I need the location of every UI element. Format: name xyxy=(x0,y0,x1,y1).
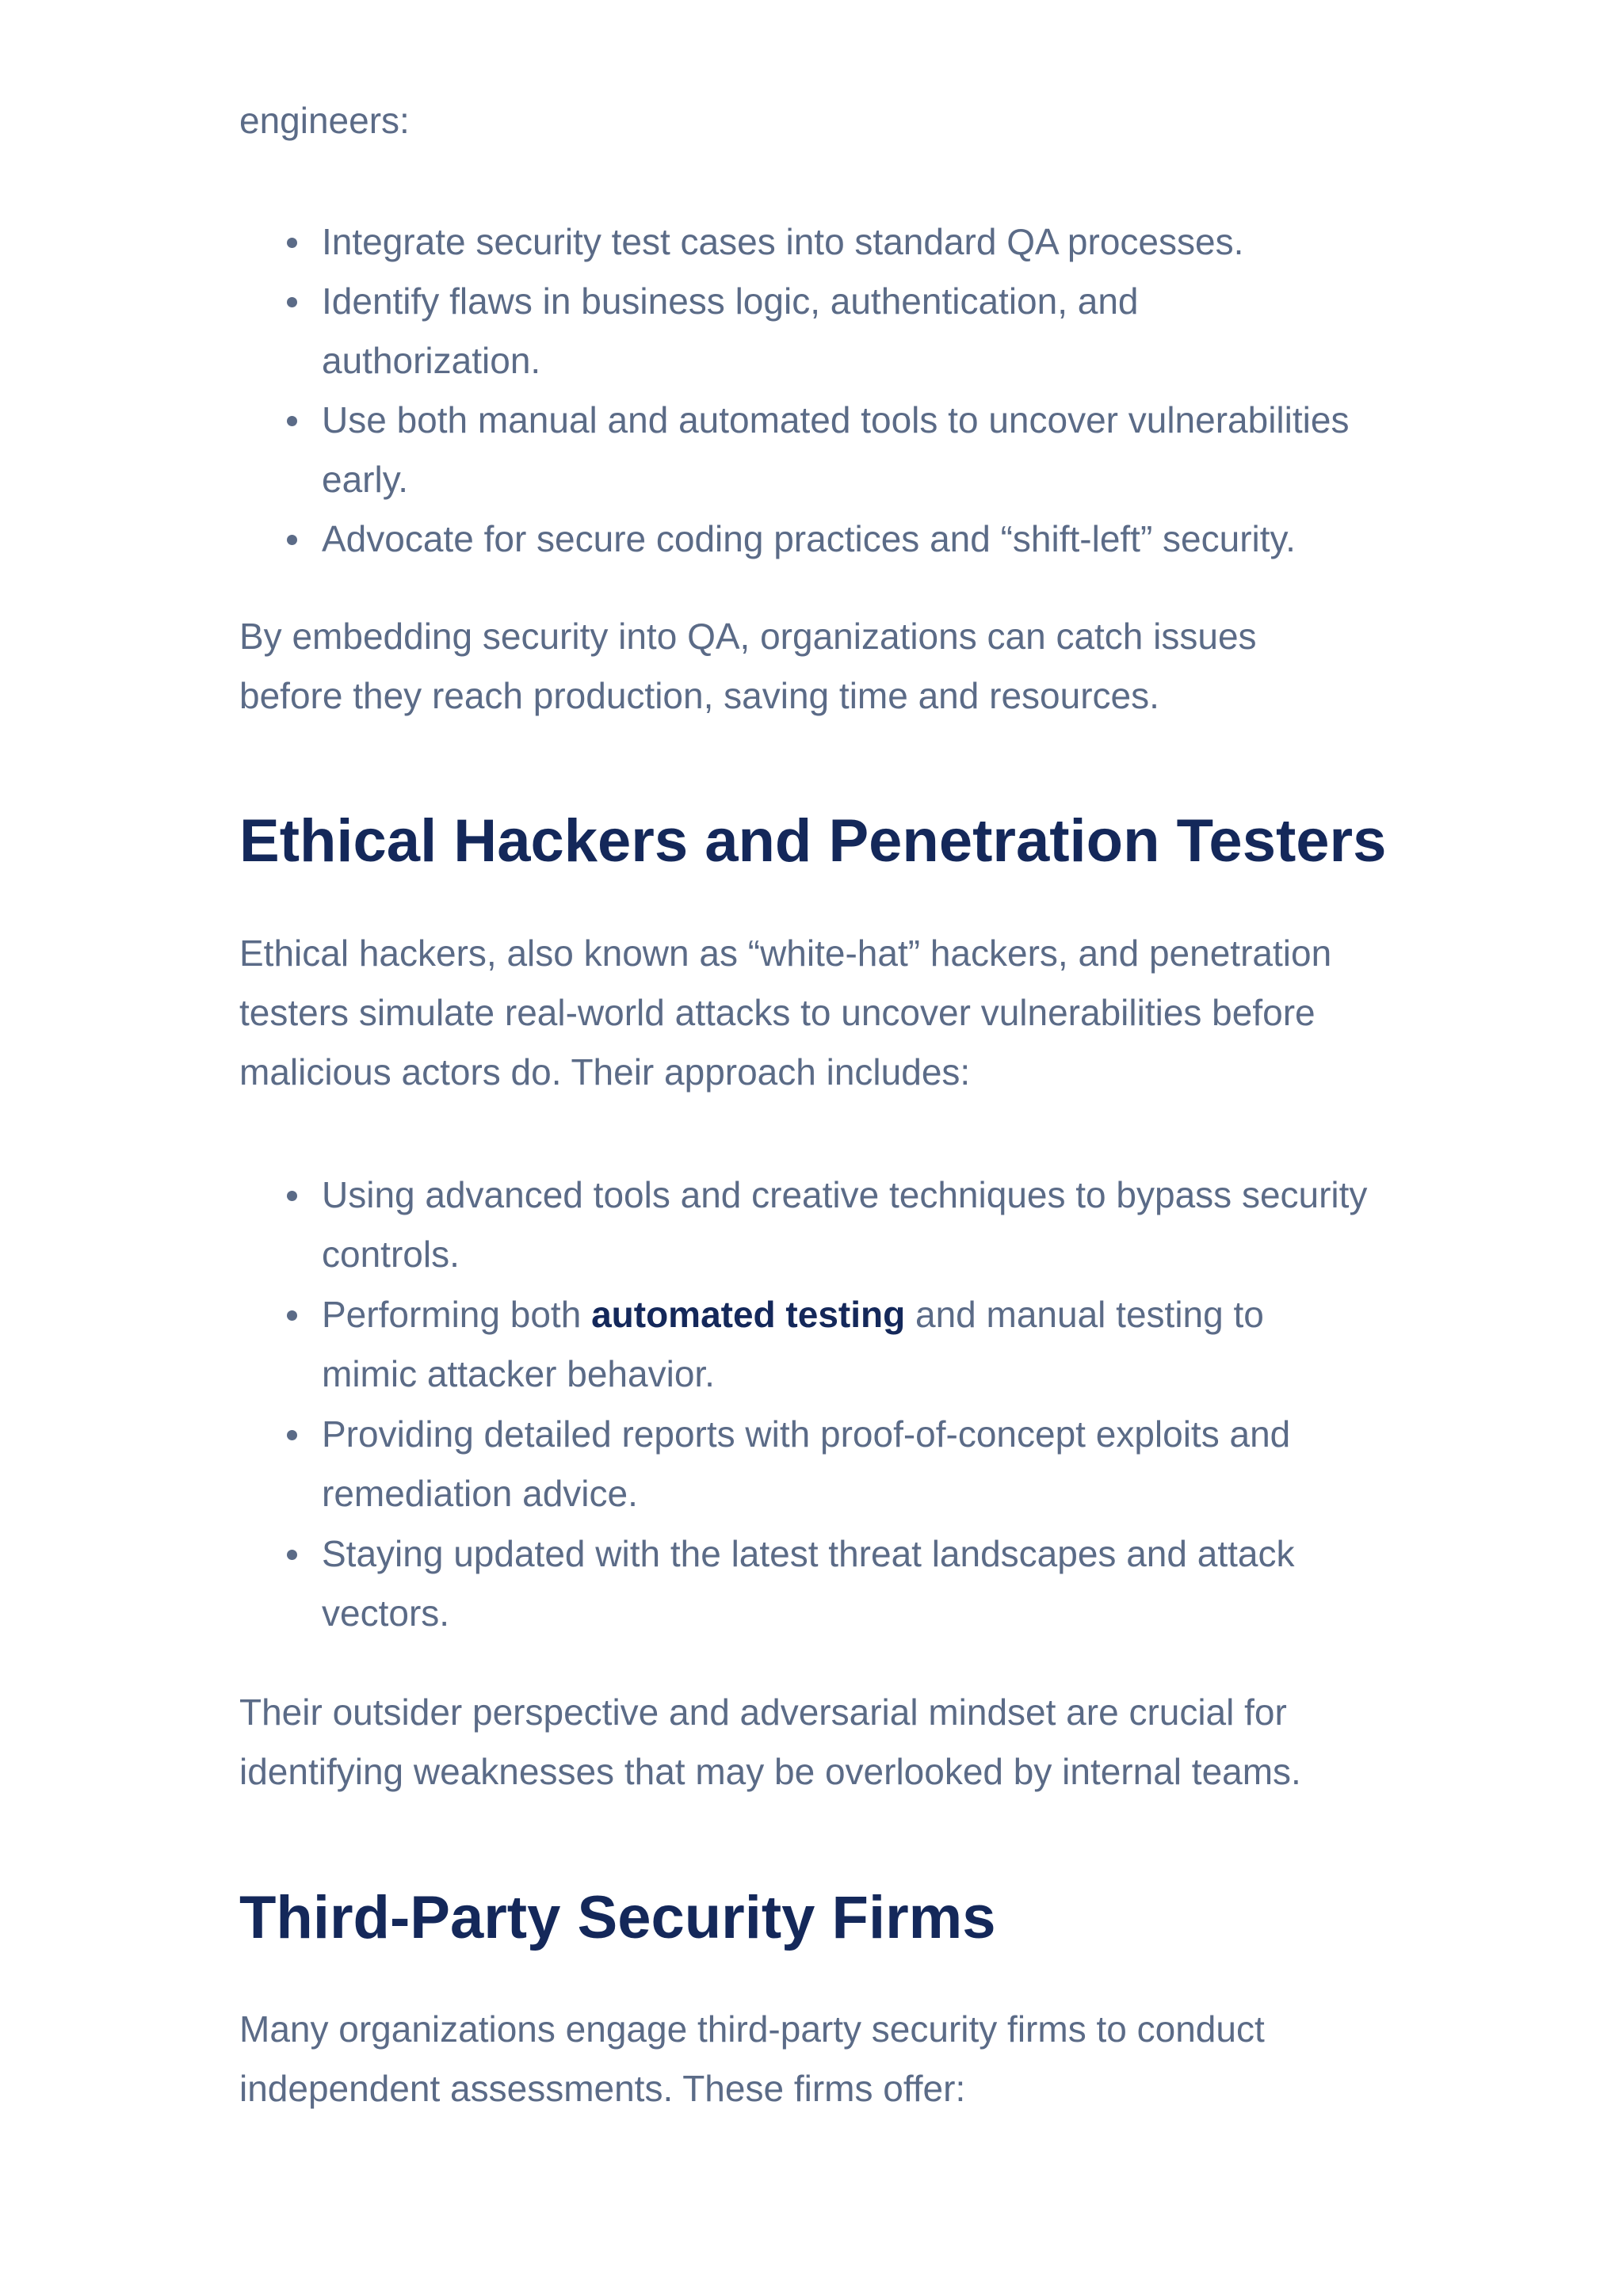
intro-paragraph: engineers: xyxy=(239,100,410,141)
list-item-text xyxy=(322,1294,1264,1394)
bullet-icon xyxy=(287,1191,297,1201)
list-item xyxy=(239,509,1444,569)
bullet-icon xyxy=(287,1310,297,1321)
list-item xyxy=(239,1405,1444,1524)
heading-ethical-hackers: Ethical Hackers and Penetration Testers xyxy=(239,807,1387,875)
list-item xyxy=(239,391,1444,509)
bullet-icon xyxy=(287,238,297,248)
bullet-icon xyxy=(287,1430,297,1440)
qa-role-list xyxy=(239,212,1444,569)
list-item-text: Using advanced tools and creative techniques to bypass security controls. xyxy=(322,1174,1368,1275)
list-item xyxy=(239,272,1444,391)
list-item-text: Identify flaws in business logic, authentication, and authorization. xyxy=(322,280,1139,381)
hackers-approach-list xyxy=(239,1165,1444,1644)
hackers-summary-paragraph: Their outsider perspective and adversarial mindset are crucial for identifying weaknesses that may be overlooked by internal teams. xyxy=(239,1691,1301,1792)
qa-summary-paragraph: By embedding security into QA, organizations can catch issues before they reach production, saving time and resources. xyxy=(239,616,1257,716)
list-item-text: Staying updated with the latest threat landscapes and attack vectors. xyxy=(322,1533,1295,1634)
firms-intro-paragraph: Many organizations engage third-party security firms to conduct independent assessments. These firms offer: xyxy=(239,2008,1265,2109)
hackers-intro-paragraph: Ethical hackers, also known as “white-hat” hackers, and penetration testers simulate real-world attacks to uncover vulnerabilities before malicious actors do. Their approach includes: xyxy=(239,933,1332,1093)
heading-third-party-firms: Third-Party Security Firms xyxy=(239,1884,996,1951)
list-item xyxy=(239,1165,1444,1285)
bullet-icon xyxy=(287,416,297,426)
list-item xyxy=(239,1524,1444,1644)
item-text-before: Performing both xyxy=(322,1294,592,1335)
list-item-text: Integrate security test cases into standard QA processes. xyxy=(322,221,1244,262)
bullet-icon xyxy=(287,297,297,307)
list-item-text: Providing detailed reports with proof-of-concept exploits and remediation advice. xyxy=(322,1413,1291,1514)
bullet-icon xyxy=(287,535,297,545)
list-item xyxy=(239,212,1444,272)
list-item-text: Use both manual and automated tools to uncover vulnerabilities early. xyxy=(322,399,1350,500)
bullet-icon xyxy=(287,1550,297,1560)
list-item xyxy=(239,1285,1444,1405)
automated-testing-strong: automated testing xyxy=(591,1294,906,1335)
item-text-after: and manual testing to mimic attacker behavior. xyxy=(322,1294,1264,1394)
list-item-text: Advocate for secure coding practices and “shift-left” security. xyxy=(322,518,1296,559)
